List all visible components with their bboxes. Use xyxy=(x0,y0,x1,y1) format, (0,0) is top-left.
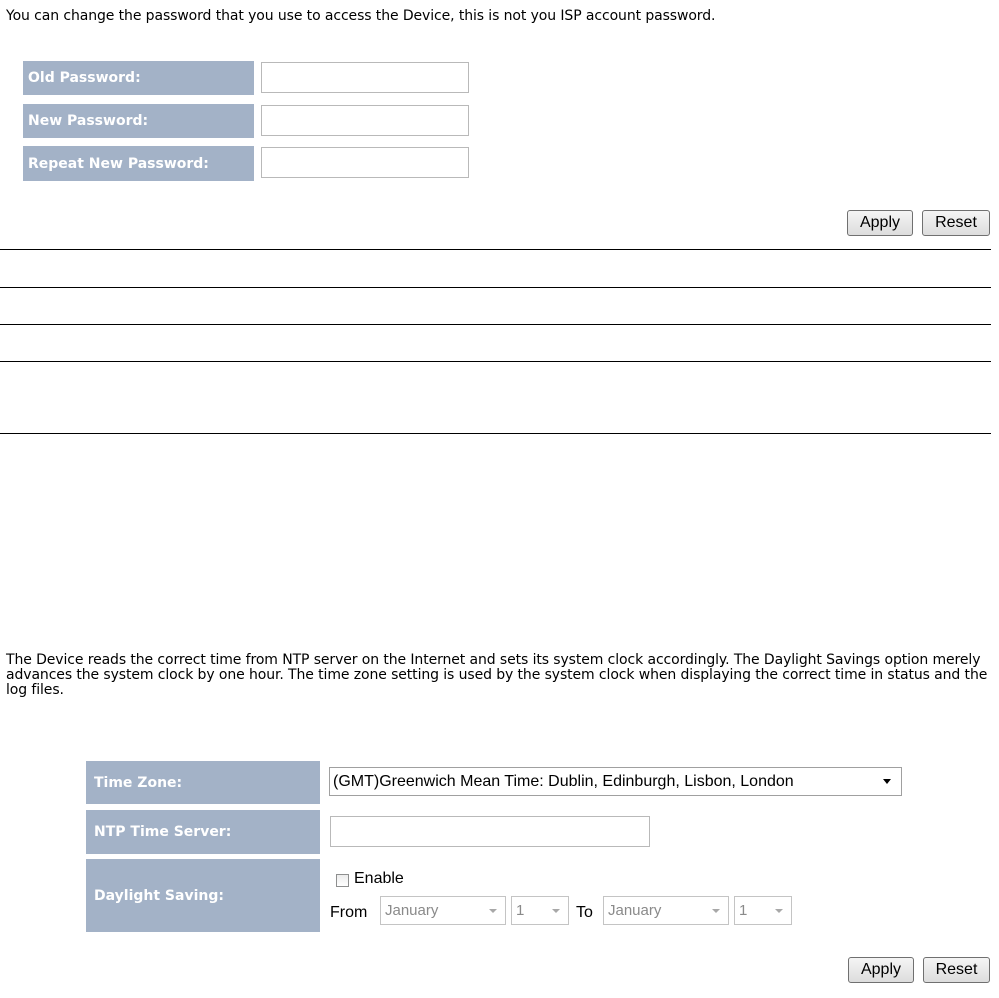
divider-line xyxy=(0,287,991,288)
old-password-input[interactable] xyxy=(261,62,469,93)
old-password-label: Old Password: xyxy=(23,61,254,95)
time-reset-button[interactable]: Reset xyxy=(923,957,990,983)
daylight-to-day-select[interactable] xyxy=(734,896,792,925)
daylight-from-label: From xyxy=(330,904,368,921)
from-day-value: 1 xyxy=(516,902,525,919)
to-day-value: 1 xyxy=(739,902,748,919)
divider-line xyxy=(0,249,991,250)
repeat-new-password-label: Repeat New Password: xyxy=(23,146,254,181)
new-password-label: New Password: xyxy=(23,104,254,138)
time-zone-label: Time Zone: xyxy=(86,761,320,804)
time-intro-text: The Device reads the correct time from NTP server on the Internet and sets its system clock accordingly. The Daylight Savings option merely advances the system clock by one hour. The time zone setting is used by the system clock when displaying the correct time in status and the log files. xyxy=(6,652,988,698)
ntp-time-server-input[interactable] xyxy=(330,816,650,847)
daylight-from-month-select[interactable] xyxy=(380,896,506,925)
password-reset-button[interactable]: Reset xyxy=(922,210,990,236)
daylight-enable-checkbox[interactable] xyxy=(336,874,349,887)
ntp-time-server-label: NTP Time Server: xyxy=(86,810,320,854)
chevron-down-icon xyxy=(489,909,497,913)
daylight-saving-label: Daylight Saving: xyxy=(86,859,320,932)
from-month-value: January xyxy=(385,902,439,919)
repeat-new-password-input[interactable] xyxy=(261,147,469,178)
password-intro-text: You can change the password that you use to access the Device, this is not you ISP account password. xyxy=(6,8,716,24)
divider-line xyxy=(0,324,991,325)
password-apply-button[interactable]: Apply xyxy=(847,210,913,236)
chevron-down-icon xyxy=(552,909,560,913)
time-apply-button[interactable]: Apply xyxy=(848,957,914,983)
chevron-down-icon xyxy=(712,909,720,913)
time-zone-selected-value: (GMT)Greenwich Mean Time: Dublin, Edinburgh, Lisbon, London xyxy=(333,772,794,790)
new-password-input[interactable] xyxy=(261,105,469,136)
to-month-value: January xyxy=(608,902,662,919)
daylight-enable-label: Enable xyxy=(354,870,404,887)
chevron-down-icon xyxy=(883,779,891,784)
daylight-from-day-select[interactable] xyxy=(511,896,569,925)
daylight-to-label: To xyxy=(576,904,593,921)
divider-line xyxy=(0,361,991,362)
chevron-down-icon xyxy=(775,909,783,913)
divider-line xyxy=(0,433,991,434)
daylight-to-month-select[interactable] xyxy=(603,896,729,925)
time-zone-select[interactable] xyxy=(329,767,902,796)
